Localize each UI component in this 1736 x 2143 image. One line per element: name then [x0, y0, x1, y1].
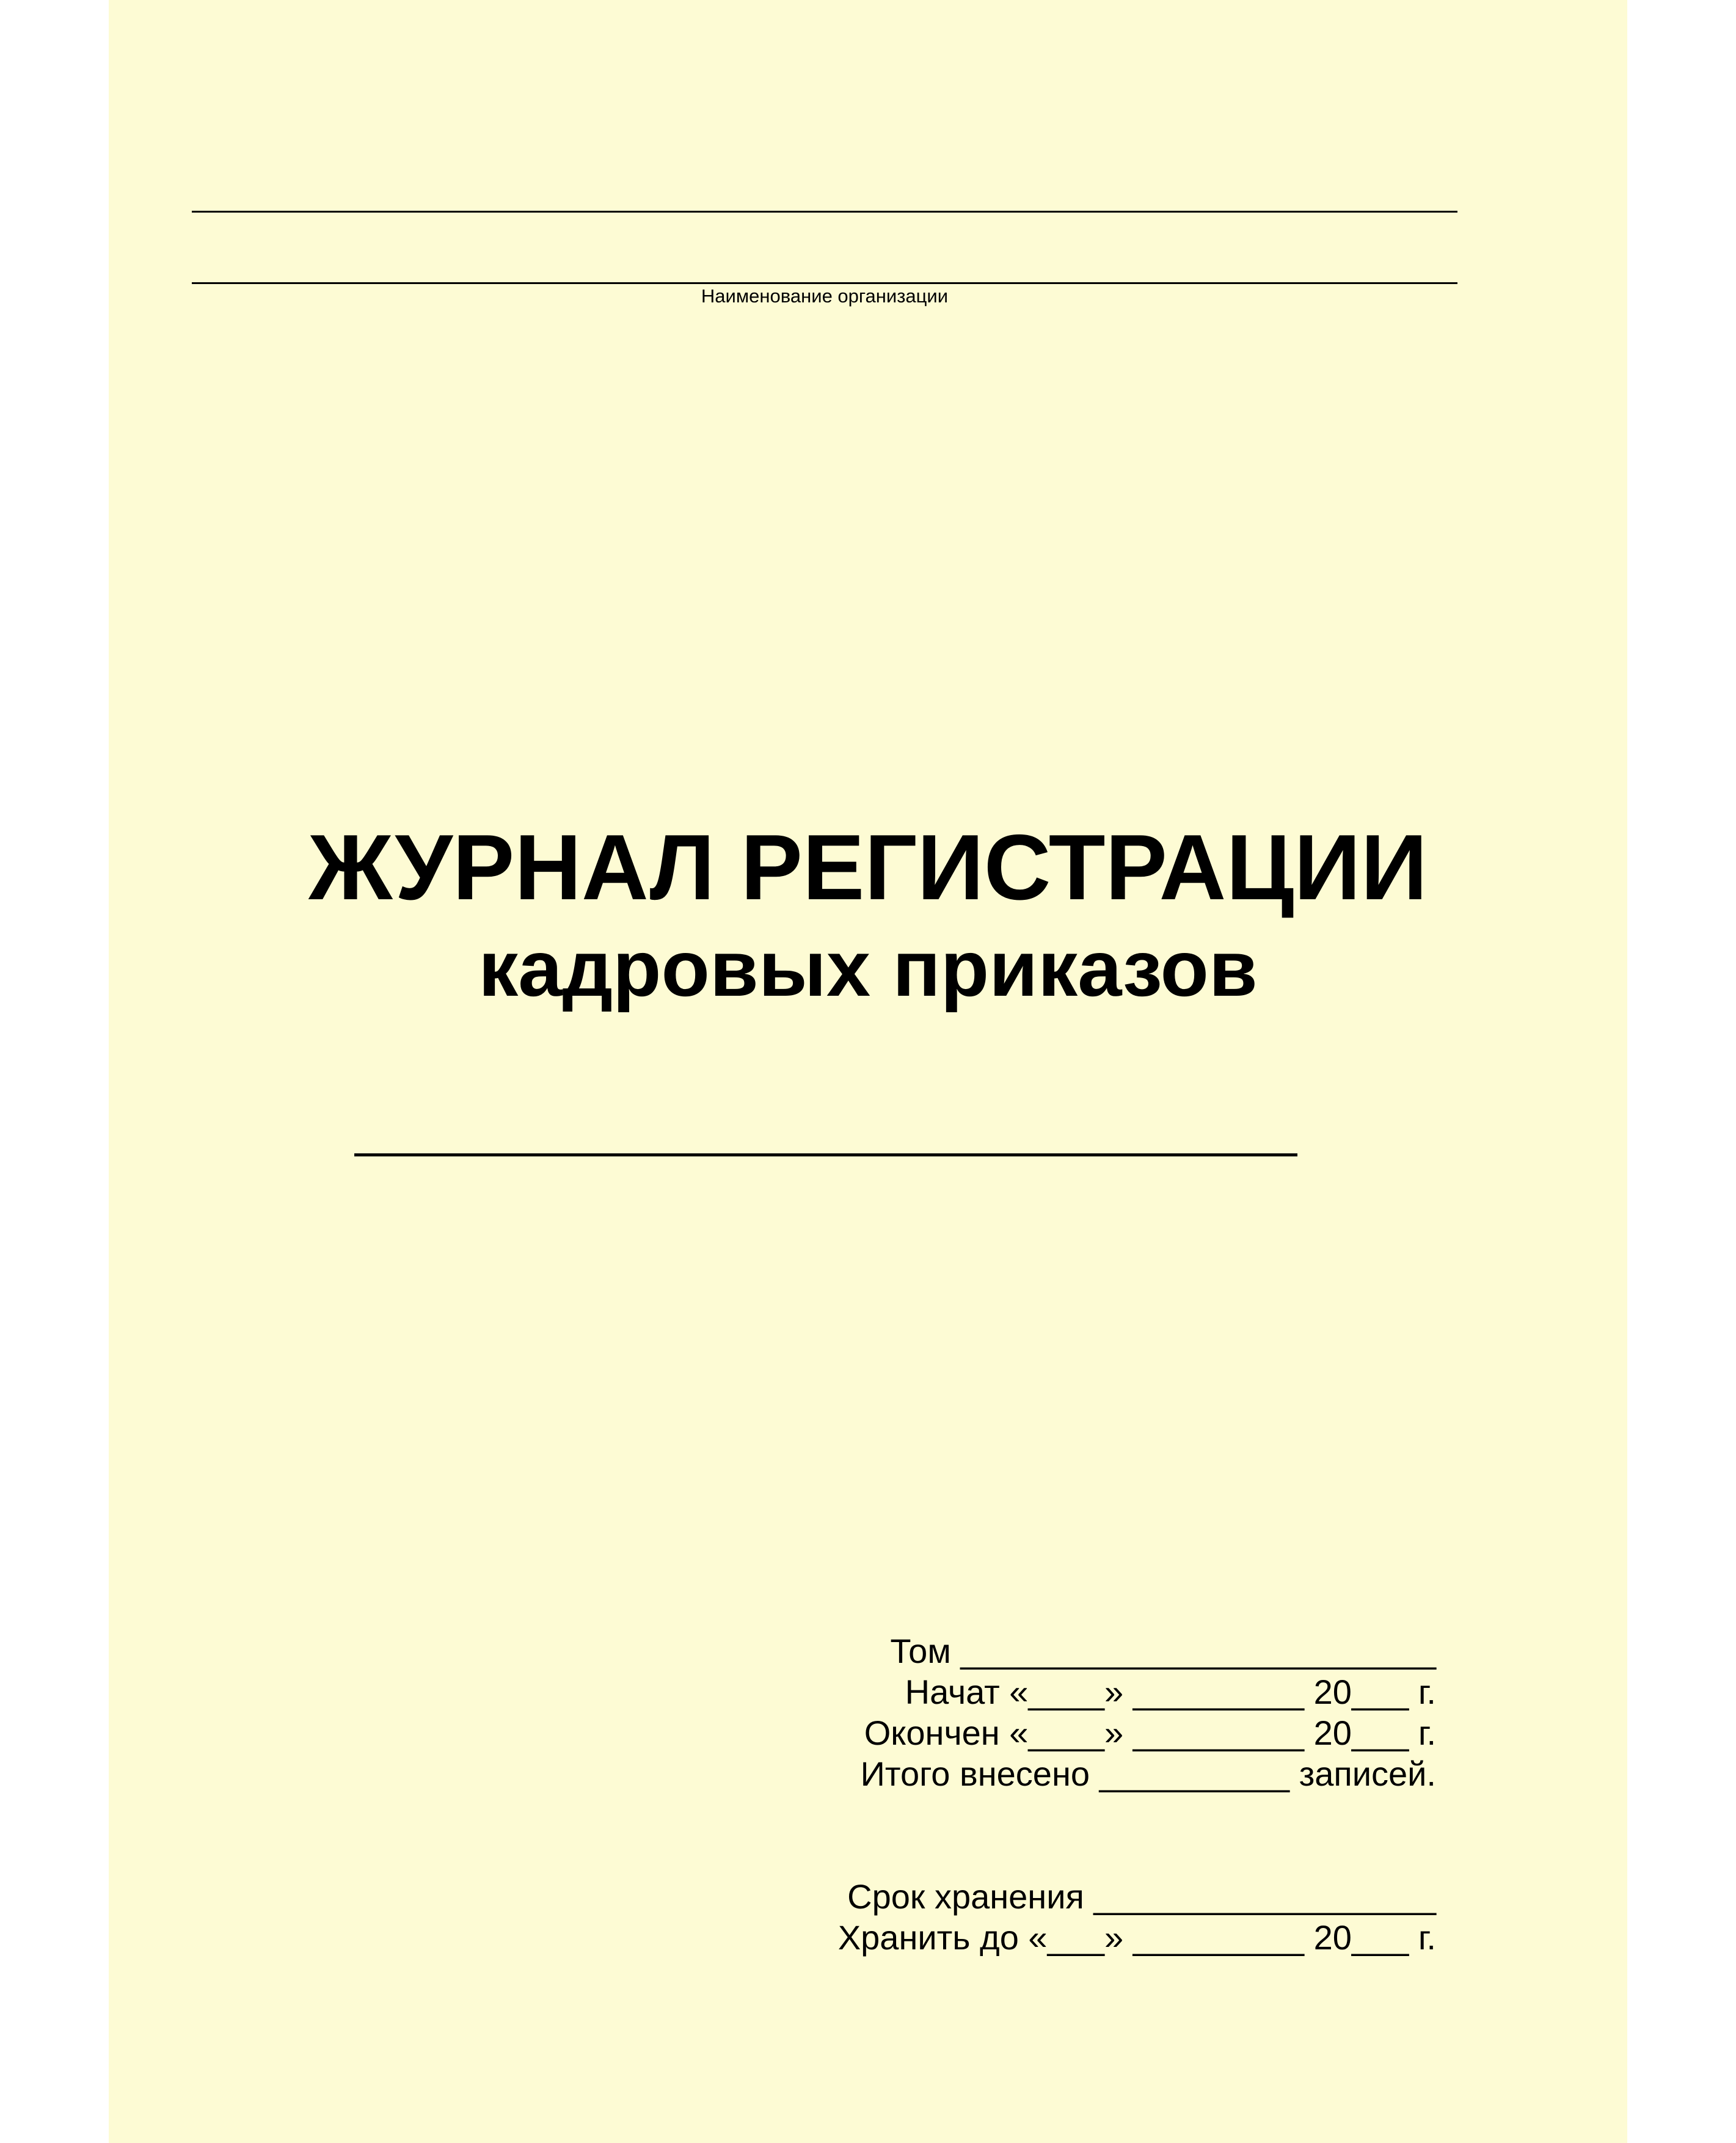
volume-field: Том _________________________ — [890, 1632, 1436, 1670]
organization-caption: Наименование организации — [701, 285, 949, 307]
total-entries-field: Итого внесено __________ записей. — [860, 1754, 1436, 1793]
organization-line-2 — [192, 282, 1457, 284]
start-date-field: Начат «____» _________ 20___ г. — [905, 1673, 1436, 1711]
keep-until-field: Хранить до «___» _________ 20___ г. — [837, 1918, 1436, 1957]
journal-title: ЖУРНАЛ РЕГИСТРАЦИИ — [308, 816, 1428, 919]
journal-subtitle: кадровых приказов — [478, 924, 1258, 1013]
title-underline — [354, 1153, 1297, 1156]
end-date-field: Окончен «____» _________ 20___ г. — [864, 1714, 1436, 1752]
journal-cover — [109, 0, 1627, 2143]
organization-line-1 — [192, 211, 1457, 213]
storage-period-field: Срок хранения __________________ — [847, 1877, 1436, 1916]
